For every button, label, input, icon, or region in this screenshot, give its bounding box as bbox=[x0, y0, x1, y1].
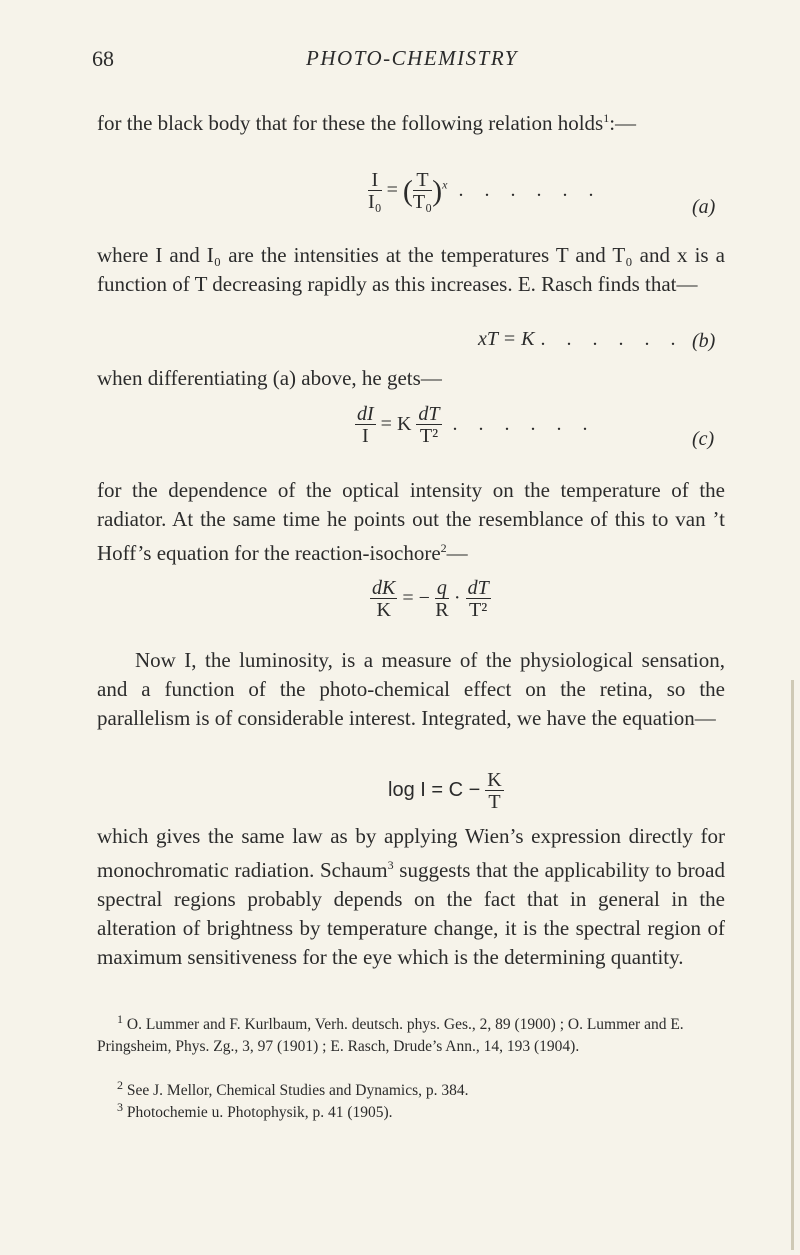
paragraph-6: which gives the same law as by applying Wien’s expression directly for monochromatic radiation. Schaum$^3$ suggests that the applicability to broad spectral regions probably depends on the fact that in general in the alteration of brightness by temperature change, it is the spectral region of maximum sensitiveness for the eye which is the determining quantity. bbox=[97, 824, 726, 969]
paragraph-4: for the dependence of the optical intensity on the temperature of the radiator. At the same time he points out the resemblance of this to van ’t Hoff’s equation for the reaction-isochore$^2$— bbox=[97, 478, 725, 565]
footnote-3: $^3$ Photochemie u. Photophysik, p. 41 (1905). bbox=[117, 1100, 393, 1122]
equation-c-label: (c) bbox=[692, 428, 715, 450]
equation-b: xT = K . . . . . . bbox=[478, 328, 684, 350]
paragraph-2: where I and I₀ are the intensities at the temperatures T and T₀ and x is a function of T decreasing rapidly as this increases. E. Rasch finds that— bbox=[97, 243, 725, 296]
footnote-ref-3: 3 bbox=[387, 858, 394, 872]
running-title: PHOTO-CHEMISTRY bbox=[306, 46, 518, 70]
equation-c: $\frac{dI}{I}$ = K $\frac{dT}{\text{T²}}$ . . . . . . bbox=[357, 403, 596, 447]
equation-a: $\frac{I}{\text{I₀}}$ = ( $\frac{T}{\text{T₀}}$ )$^x$ . . . . . . bbox=[368, 169, 602, 213]
equation-a-label: (a) bbox=[692, 196, 716, 218]
page-header bbox=[92, 46, 732, 86]
page-edge-shadow bbox=[791, 680, 794, 1250]
equation-integrated: log I = C − $\frac{K}{T}$ bbox=[388, 769, 502, 813]
footnote-2: $^2$ See J. Mellor, Chemical Studies and Dynamics, p. 384. bbox=[117, 1078, 469, 1100]
paragraph-5: Now I, the luminosity, is a measure of the physiological sensation, and a function of the photo-chemical effect on the retina, so the parallelism is of considerable interest. Integrated, we have the equation— bbox=[97, 648, 725, 730]
footnote-ref-2: 2 bbox=[440, 541, 447, 555]
footnote-ref-1: 1 bbox=[603, 111, 610, 125]
paragraph-1: for the black body that for these the following relation holds$^1$:— bbox=[97, 111, 637, 135]
footnote-1: $^1$ O. Lummer and F. Kurlbaum, Verh. deutsch. phys. Ges., 2, 89 (1900) ; O. Lummer and E. Pringsheim, Phys. Zg., 3, 97 (1901) ; E. Rasch, Drude’s Ann., 14, 193 (1904). bbox=[97, 1012, 684, 1056]
page-number: 68 bbox=[92, 46, 114, 71]
equation-b-label: (b) bbox=[692, 330, 716, 352]
equation-isochore: $\frac{dK}{K}$ = − $\frac{q}{R}$ · $\frac{dT}{\text{T²}}$ bbox=[372, 577, 489, 621]
paragraph-3: when differentiating (a) above, he gets— bbox=[97, 366, 442, 390]
